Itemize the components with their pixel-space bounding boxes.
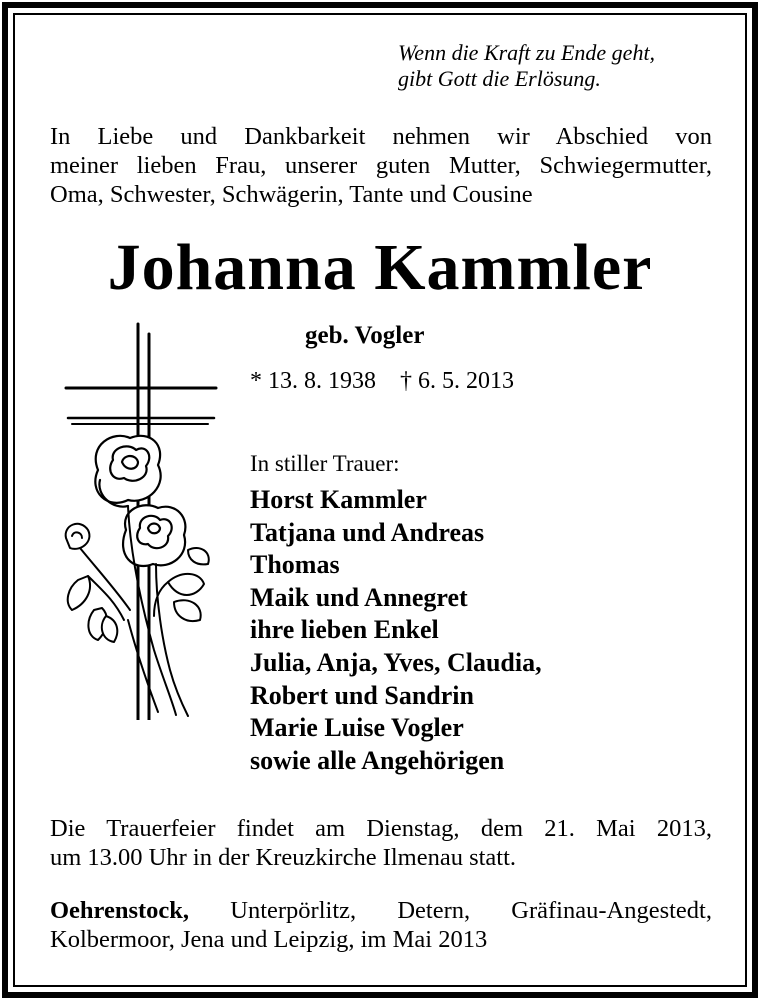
mourner-name: Thomas [250,550,340,580]
mourner-name: Marie Luise Vogler [250,713,464,743]
motto-verse [360,40,705,92]
maiden-name: geb. Vogler [305,322,425,349]
town-name: Oehrenstock, [50,897,190,924]
intro-line-1: In Liebe und Dankbarkeit nehmen wir Abschied von [50,123,712,150]
place-line-2: Kolbermoor, Jena und Leipzig, im Mai 2013 [50,926,488,953]
mourner-name: Julia, Anja, Yves, Claudia, [250,647,542,677]
mourner-name: Robert und Sandrin [250,680,474,710]
intro-line-2: meiner lieben Frau, unserer guten Mutter, Schwiegermutter, [50,152,712,179]
motto-line-1: Wenn die Kraft zu Ende geht, [398,40,656,65]
motto-line-2: gibt Gott die Erlösung. [398,66,601,91]
place-and-date [50,896,712,954]
mourner-name: ihre lieben Enkel [250,615,439,645]
place-line-1 [50,896,712,925]
funeral-line-2: um 13.00 Uhr in der Kreuzkirche Ilmenau statt. [50,844,517,871]
intro-line-3: Oma, Schwester, Schwägerin, Tante und Cousine [50,181,533,208]
funeral-notice [50,814,712,872]
mourner-name: Tatjana und Andreas [250,517,485,547]
mourning-label: In stiller Trauer: [250,451,400,476]
deceased-name: Johanna Kammler [107,231,653,304]
place-towns: Unterpörlitz, Detern, Gräfinau-Angestedt, [189,897,712,924]
mourner-list [250,484,542,777]
life-dates: * 13. 8. 1938 † 6. 5. 2013 [250,368,514,394]
mourner-name: Maik und Annegret [250,582,468,612]
mourner-name: sowie alle Angehörigen [250,745,505,775]
funeral-line-1: Die Trauerfeier findet am Dienstag, dem 21. Mai 2013, [50,815,712,842]
mourner-name: Horst Kammler [250,485,427,514]
cross-with-roses-illustration [58,320,228,720]
intro-paragraph [50,122,712,209]
